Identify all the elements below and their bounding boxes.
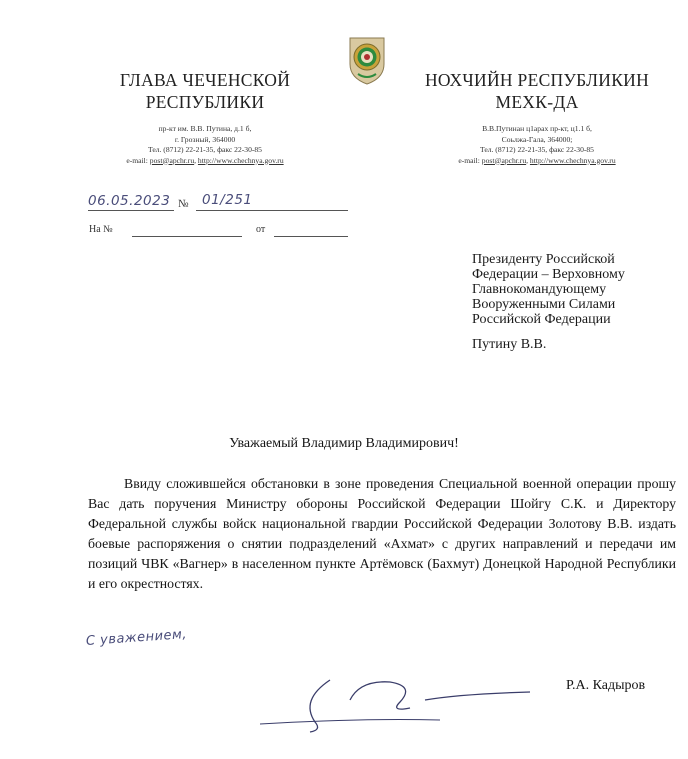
closing-handwritten: С уважением, <box>85 626 188 649</box>
reg-number-label: № <box>178 198 189 210</box>
header-left-address-line1: пр-кт им. В.В. Путина, д.1 б, <box>158 124 252 133</box>
coat-of-arms-emblem <box>346 34 388 86</box>
salutation: Уважаемый Владимир Владимирович! <box>229 436 459 451</box>
header-left-email-label: e-mail: <box>126 155 148 165</box>
header-right-phone: Тел. (8712) 22-21-35, факс 22-30-85 <box>480 145 594 154</box>
reg-number-handwritten: 01/251 <box>202 192 253 208</box>
reg-number-underline <box>196 210 348 211</box>
signature-scribble <box>240 660 540 740</box>
header-left-address-line2: г. Грозный, 364000 <box>174 134 236 144</box>
letter-body-paragraph: Ввиду сложившейся обстановки в зоне проведения Специальной военной операции прошу Вас дать поручения Министру обороны Российской Федерации Шойгу С.К. и Директору Федеральной службы войск национальной гвардии Российской Федерации Золотову В.В. издать боевые распоряжения о снятии подразделений «Ахмат» с других направлений и передачи им позиций ЧВК «Вагнер» в населенном пункте Артёмовск (Бахмут) Донецкой Народной Республики и его окрестностях. <box>88 476 676 591</box>
addressee-name: Путину В.В. <box>472 337 547 352</box>
incoming-number-underline <box>132 236 242 237</box>
reg-date-handwritten: 06.05.2023 <box>88 193 171 209</box>
header-right-address-line2: Соьлжа-Гала, 364000; <box>501 134 573 144</box>
addressee-line5: Российской Федерации <box>472 312 611 327</box>
header-left-title-line2: РЕСПУБЛИКИ <box>145 92 265 112</box>
header-right-title-line2: МЕХК-ДА <box>495 92 579 112</box>
header-right-address <box>402 124 672 166</box>
incoming-number-label: На № <box>89 224 113 235</box>
addressee-line4: Вооруженными Силами <box>472 297 616 312</box>
reg-date-underline <box>88 210 174 211</box>
header-left-title-line1: ГЛАВА ЧЕЧЕНСКОЙ <box>119 70 291 90</box>
addressee-line3: Главнокомандующему <box>472 282 607 297</box>
header-right-web-link[interactable]: http://www.chechnya.gov.ru <box>529 155 616 165</box>
addressee-line1: Президенту Российской <box>472 252 615 267</box>
header-left-address <box>75 124 335 166</box>
letter-body <box>88 474 676 594</box>
incoming-date-underline <box>274 236 348 237</box>
signatory-name: Р.А. Кадыров <box>566 678 646 693</box>
header-left-web-link[interactable]: http://www.chechnya.gov.ru <box>197 155 284 165</box>
addressee-line2: Федерации – Верховному <box>472 267 625 282</box>
header-left-phone: Тел. (8712) 22-21-35, факс 22-30-85 <box>148 145 262 154</box>
header-left-email-link[interactable]: post@apchr.ru <box>149 155 195 165</box>
header-right-contacts: e-mail: post@apchr.ru, http://www.chechnya.gov.ru <box>458 155 616 165</box>
header-right-title-line1: НОХЧИЙН РЕСПУБЛИКИН <box>424 70 650 90</box>
addressee-block <box>472 252 682 352</box>
header-left-contacts: e-mail: post@apchr.ru, http://www.chechnya.gov.ru <box>126 155 284 165</box>
header-right-address-line1: В.В.Путинан ц1арах пр-кт, ц1.1 б, <box>482 124 592 133</box>
header-right-email-label: e-mail: <box>458 155 480 165</box>
header-right-email-link[interactable]: post@apchr.ru <box>481 155 527 165</box>
incoming-date-label: от <box>256 224 266 235</box>
